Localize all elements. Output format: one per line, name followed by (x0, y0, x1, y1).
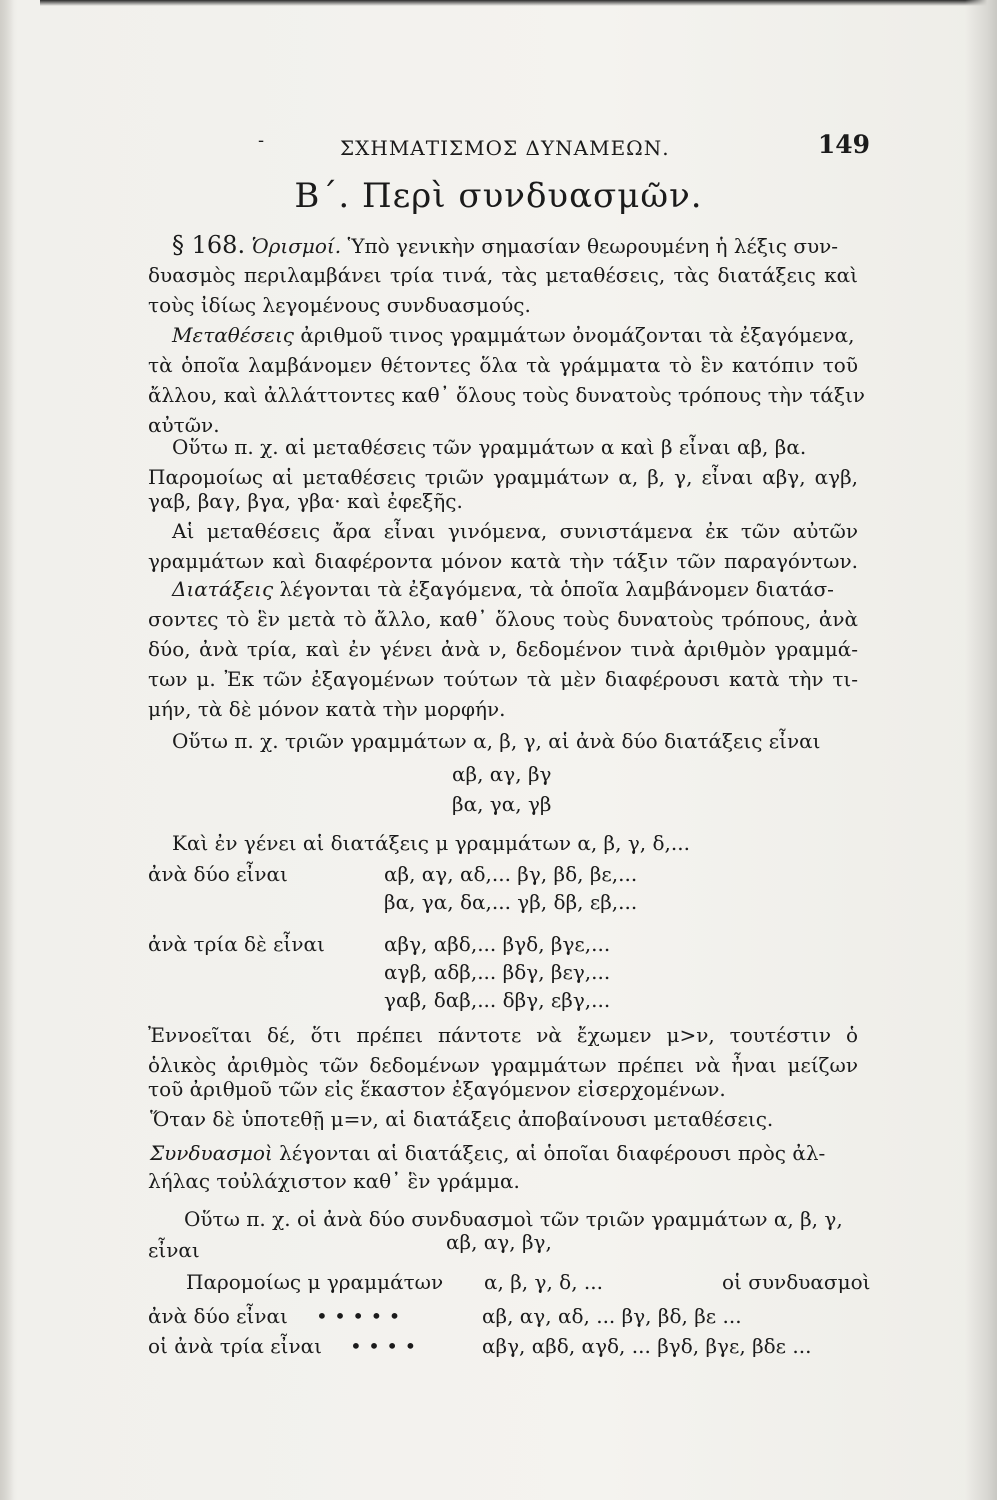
para7-label-three: ἀνὰ τρία δὲ εἶναι (148, 932, 325, 956)
para1-line1 (172, 230, 858, 261)
term-combinations: Συνδυασμοὶ (150, 1141, 273, 1165)
para11-line1: Οὕτω π. χ. οἱ ἀνὰ δύο συνδυασμοὶ τῶν τριῶν γραμμάτων α, β, γ, (184, 1207, 843, 1231)
para5-line5: μήν, τὰ δὲ μόνον κατὰ τὴν μορφήν. (148, 697, 506, 721)
section-number: § 168. (172, 231, 246, 259)
para12-two-row: αβ, αγ, αδ, ... βγ, βδ, βε ... (482, 1304, 742, 1328)
para6-row2: βα, γα, γβ (452, 792, 552, 816)
para11-label: εἶναι (148, 1238, 200, 1262)
running-header (150, 130, 870, 166)
scan-edge-top (40, 0, 997, 6)
para8-line3: τοῦ ἀριθμοῦ τῶν εἰς ἕκαστον ἐξαγόμενον εἰσερχομένων. (148, 1077, 726, 1101)
para4-line1: Αἱ μεταθέσεις ἄρα εἶναι γινόμενα, συνιστάμενα ἐκ τῶν αὐτῶν (172, 519, 858, 543)
para11-row: αβ, αγ, βγ, (446, 1230, 552, 1254)
para12-line1c: οἱ συνδυασμοὶ (722, 1270, 871, 1294)
para7-two-row1: αβ, αγ, αδ,... βγ, βδ, βε,... (384, 862, 638, 886)
para3-line1: Οὕτω π. χ. αἱ μεταθέσεις τῶν γραμμάτων α καὶ β εἶναι αβ, βα. (172, 435, 807, 459)
para8-line1: Ἐννοεῖται δέ, ὅτι πρέπει πάντοτε νὰ ἔχωμεν μ>ν, τουτέστιν ὁ (148, 1023, 858, 1047)
para7-label-two: ἀνὰ δύο εἶναι (148, 862, 288, 886)
para12-dots-three: • • • • (350, 1334, 417, 1358)
para2-line1 (172, 320, 858, 350)
para8-line2: ὁλικὸς ἀριθμὸς τῶν δεδομένων γραμμάτων πρέπει νὰ ἦναι μείζων (148, 1053, 858, 1077)
header-dash: - (258, 130, 265, 151)
page-edge-right (965, 0, 997, 1500)
para9-line1: Ὅταν δὲ ὑποτεθῇ μ=ν, αἱ διατάξεις ἀποβαίνουσι μεταθέσεις. (150, 1107, 774, 1131)
para6-row1: αβ, αγ, βγ (452, 762, 552, 786)
para2-line4: αὐτῶν. (148, 413, 220, 437)
para7-three-row3: γαβ, δαβ,... δβγ, εβγ,... (384, 988, 611, 1012)
section-title: Β΄. Περὶ συνδυασμῶν. (294, 176, 703, 216)
para7-two-row2: βα, γα, δα,... γβ, δβ, εβ,... (384, 890, 638, 914)
para12-label-three: οἱ ἀνὰ τρία εἶναι (148, 1334, 323, 1358)
para4-line2: γραμμάτων καὶ διαφέροντα μόνον κατὰ τὴν τάξιν τῶν παραγόντων. (148, 549, 858, 573)
para2-line1-text: ἀριθμοῦ τινος γραμμάτων ὀνομάζονται τὰ ἐξαγόμενα, (300, 323, 855, 347)
para10-line1 (150, 1138, 858, 1168)
term-arrangements: Διατάξεις (172, 577, 274, 601)
para5-line4: των μ. Ἐκ τῶν ἐξαγομένων τούτων τὰ μὲν διαφέρουσι κατὰ τὴν τι- (148, 667, 858, 691)
para12-line1a: Παρομοίως μ γραμμάτων (186, 1270, 444, 1294)
para5-line1 (172, 574, 858, 604)
para7-three-row2: αγβ, αδβ,... βδγ, βεγ,... (384, 960, 611, 984)
para2-line3: ἄλλου, καὶ ἀλλάττοντες καθ᾽ ὅλους τοὺς δυνατοὺς τρόπους τὴν τάξιν (148, 383, 865, 407)
para5-line3: δύο, ἀνὰ τρία, καὶ ἐν γένει ἀνὰ ν, δεδομένον τινὰ ἀριθμὸν γραμμά- (148, 637, 858, 661)
term-permutations: Μεταθέσεις (172, 323, 294, 347)
para2-line2: τὰ ὁποῖα λαμβάνομεν θέτοντες ὅλα τὰ γράμματα τὸ ἓν κατόπιν τοῦ (148, 353, 858, 377)
para6-line1: Οὕτω π. χ. τριῶν γραμμάτων α, β, γ, αἱ ἀνὰ δύο διατάξεις εἶναι (172, 729, 821, 753)
running-title: ΣΧΗΜΑΤΙΣΜΟΣ ΔΥΝΑΜΕΩΝ. (340, 136, 670, 160)
term-definitions: Ὁρισμοί. (251, 234, 342, 258)
para1-line1-text: Ὑπὸ γενικὴν σημασίαν θεωρουμένη ἡ λέξις συν- (347, 234, 839, 258)
para12-dots-two: • • • • • (316, 1304, 401, 1328)
para10-line2: λήλας τοὐλάχιστον καθ᾽ ἓν γράμμα. (148, 1169, 520, 1193)
page-number: 149 (817, 130, 870, 159)
para3-line3: γαβ, βαγ, βγα, γβα· καὶ ἐφεξῆς. (148, 489, 463, 513)
para5-line2: σοντες τὸ ἓν μετὰ τὸ ἄλλο, καθ᾽ ὅλους τοὺς δυνατοὺς τρόπους, ἀνὰ (148, 607, 858, 631)
para10-line1-text: λέγονται αἱ διατάξεις, αἱ ὁποῖαι διαφέρουσι πρὸς ἀλ- (279, 1141, 826, 1165)
para1-line2: δυασμὸς περιλαμβάνει τρία τινά, τὰς μεταθέσεις, τὰς διατάξεις καὶ (148, 263, 858, 287)
para12-line1b: α, β, γ, δ, ... (484, 1270, 603, 1294)
para7-three-row1: αβγ, αβδ,... βγδ, βγε,... (384, 932, 611, 956)
para12-label-two: ἀνὰ δύο εἶναι (148, 1304, 288, 1328)
para1-line3: τοὺς ἰδίως λεγομένους συνδυασμούς. (148, 293, 531, 317)
para5-line1-text: λέγονται τὰ ἐξαγόμενα, τὰ ὁποῖα λαμβάνομεν διατάσ- (279, 577, 834, 601)
para3-line2: Παρομοίως αἱ μεταθέσεις τριῶν γραμμάτων α, β, γ, εἶναι αβγ, αγβ, (148, 465, 858, 489)
para7-line1: Καὶ ἐν γένει αἱ διατάξεις μ γραμμάτων α, β, γ, δ,... (172, 831, 690, 855)
para12-three-row: αβγ, αβδ, αγδ, ... βγδ, βγε, βδε ... (482, 1334, 812, 1358)
